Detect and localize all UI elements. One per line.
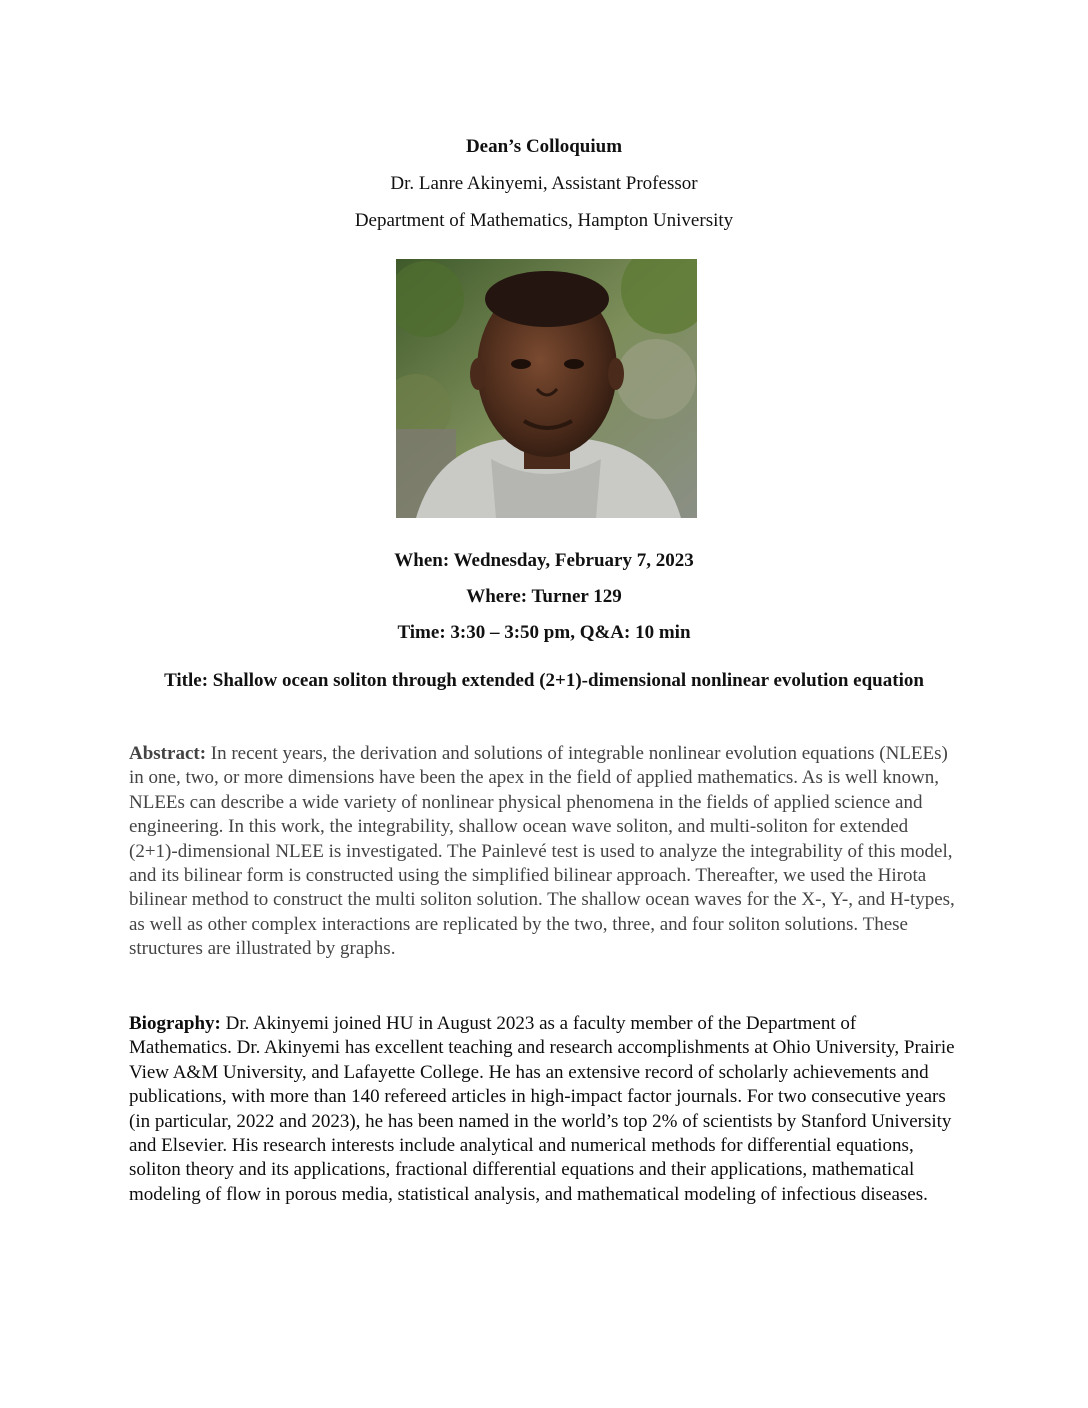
speaker-portrait-photo <box>396 259 697 518</box>
abstract-text: In recent years, the derivation and solutions of integrable nonlinear evolution equations (NLEEs) in one, two, or more dimensions have been the apex in the field of applied mathematics. As is well known, NLEEs can describe a wide variety of nonlinear physical phenomena in the fields of applied science and engineering. In this work, the integrability, shallow ocean wave soliton, and multi-soliton for extended (2+1)-dimensional NLEE is investigated. The Painlevé test is used to analyze the integrability of this model, and its bilinear form is constructed using the simplified bilinear approach. Thereafter, we used the Hirota bilinear method to construct the multi soliton solution. The shallow ocean waves for the X-, Y-, and H-types, as well as other complex interactions are replicated by the two, three, and four soliton solutions. These structures are illustrated by graphs. <box>129 743 955 960</box>
abstract-label: Abstract: <box>129 743 207 764</box>
biography-label: Biography: <box>129 1013 221 1034</box>
abstract-paragraph <box>129 742 959 962</box>
event-location: Where: Turner 129 <box>466 586 622 607</box>
biography-paragraph <box>129 1012 959 1207</box>
event-details <box>0 543 1088 651</box>
speaker-department: Department of Mathematics, Hampton University <box>354 210 734 231</box>
colloquium-series-title: Dean’s Colloquium <box>465 136 623 157</box>
biography-text: Dr. Akinyemi joined HU in August 2023 as a faculty member of the Department of Mathematics. Dr. Akinyemi has excellent teaching and research accomplishments at Ohio University, Prairie View A&M University, and Lafayette College. He has an extensive record of scholarly achievements and publications, with more than 140 refereed articles in high-impact factor journals. For two consecutive years (in particular, 2022 and 2023), he has been named in the world’s top 2% of scientists by Stanford University and Elsevier. His research interests include analytical and numerical methods for differential equations, soliton theory and its applications, fractional differential equations and their applications, mathematical modeling of flow in porous media, statistical analysis, and mathematical modeling of infectious diseases. <box>129 1013 955 1205</box>
event-time: Time: 3:30 – 3:50 pm, Q&A: 10 min <box>397 622 691 643</box>
speaker-name: Dr. Lanre Akinyemi, Assistant Professor <box>390 173 698 194</box>
event-date: When: Wednesday, February 7, 2023 <box>394 550 694 571</box>
flyer-header <box>0 128 1088 239</box>
talk-title: Title: Shallow ocean soliton through extended (2+1)-dimensional nonlinear evolution equation <box>164 670 924 691</box>
